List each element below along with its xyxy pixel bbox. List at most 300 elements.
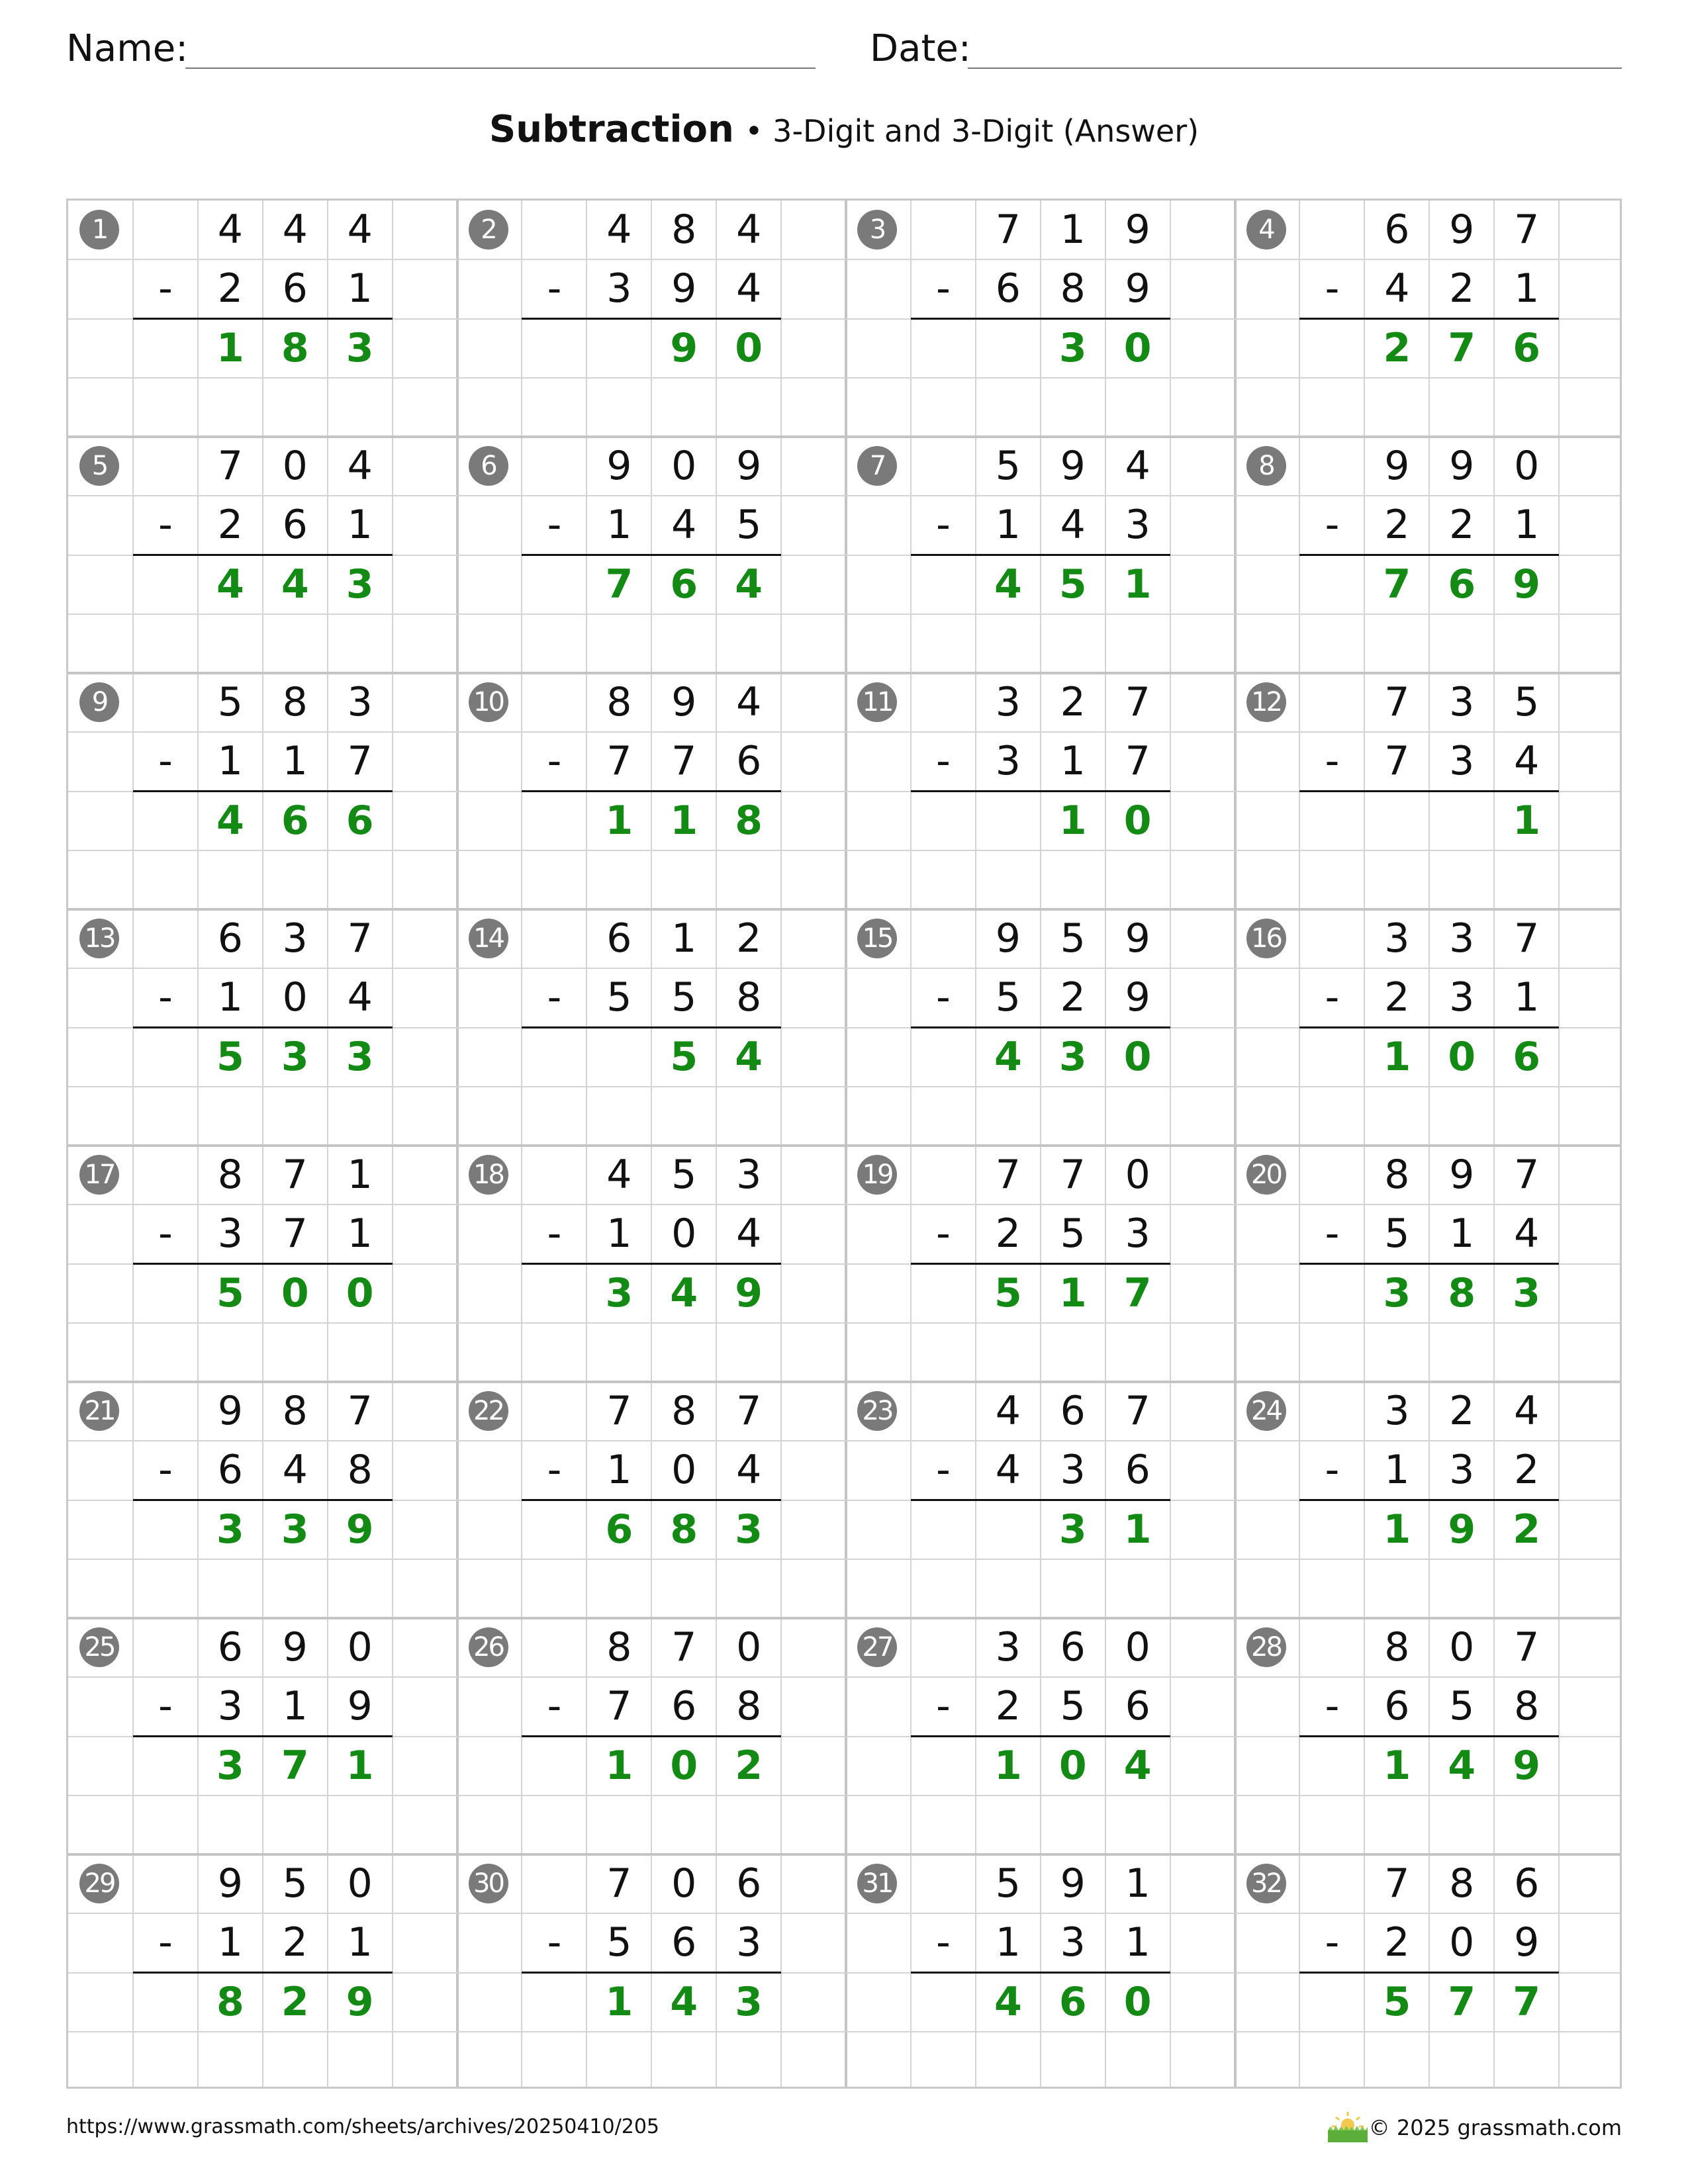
answer-digit: 0 [346,1269,374,1316]
grid-line-vertical [1234,201,1237,2087]
answer-digit: 9 [735,1269,763,1316]
problem-number-badge: 22 [469,1391,508,1431]
answer-digit: 3 [216,1742,244,1789]
minuend-digit: 7 [1060,1152,1086,1198]
subtrahend-digit: 2 [1384,1919,1410,1966]
answer-digit: 4 [994,1033,1022,1080]
grid-line-vertical [1299,201,1300,2087]
minuend-digit: 7 [347,1388,373,1434]
minuend-digit: 8 [671,206,697,253]
answer-rule [1299,1735,1559,1737]
minuend-digit: 5 [1514,679,1540,725]
answer-digit: 9 [1513,1742,1541,1789]
grid-line-vertical [456,201,459,2087]
answer-digit: 9 [670,324,698,371]
minuend-digit: 3 [736,1152,762,1198]
name-line [185,68,816,69]
answer-digit: 1 [346,1742,374,1789]
subtrahend-digit: 6 [995,265,1021,312]
answer-rule [522,1972,781,1974]
minuend-digit: 9 [671,679,697,725]
answer-digit: 1 [605,1742,633,1789]
answer-rule [522,790,781,792]
minuend-digit: 7 [671,1624,697,1670]
subtrahend-digit: 2 [1449,265,1475,312]
minuend-digit: 3 [1384,915,1410,962]
subtrahend-digit: 1 [1514,502,1540,549]
minuend-digit: 9 [1125,915,1150,962]
problem-number-badge: 26 [469,1627,508,1667]
minuend-digit: 8 [1449,1860,1475,1907]
subtrahend-digit: 7 [1384,738,1410,785]
answer-digit: 6 [605,1506,633,1553]
answer-rule [911,1972,1170,1974]
problem-number-badge: 2 [469,210,508,250]
answer-digit: 1 [1383,1742,1411,1789]
minuend-digit: 9 [1449,443,1475,489]
subtrahend-digit: 8 [736,1683,762,1730]
minus-sign: - [936,1683,951,1730]
subtrahend-digit: 2 [995,1683,1021,1730]
minuend-digit: 7 [282,1152,308,1198]
minus-sign: - [1325,1919,1340,1966]
subtrahend-digit: 0 [1449,1919,1475,1966]
answer-digit: 2 [281,1978,309,2025]
problem-number-badge: 14 [469,919,508,958]
answer-digit: 3 [346,324,374,371]
footer-url: https://www.grassmath.com/sheets/archives/20250410/205 [66,2115,660,2138]
subtrahend-digit: 3 [217,1210,243,1257]
minuend-digit: 4 [606,1152,632,1198]
minuend-digit: 2 [1060,679,1086,725]
subtrahend-digit: 4 [995,1447,1021,1494]
problem-number-badge: 18 [469,1155,508,1195]
problem-number-badge: 6 [469,446,508,486]
minus-sign: - [547,502,562,549]
minuend-digit: 6 [1514,1860,1540,1907]
problem-number-badge: 8 [1246,446,1286,486]
answer-digit: 4 [216,561,244,608]
minuend-digit: 9 [1384,443,1410,489]
minus-sign: - [936,974,951,1021]
minuend-digit: 9 [995,915,1021,962]
minuend-digit: 8 [282,1388,308,1434]
subtrahend-digit: 5 [606,1919,632,1966]
answer-digit: 7 [605,561,633,608]
minus-sign: - [547,1683,562,1730]
answer-digit: 9 [1513,561,1541,608]
minuend-digit: 6 [217,915,243,962]
minuend-digit: 1 [671,915,697,962]
answer-digit: 4 [735,1033,763,1080]
subtrahend-digit: 5 [736,502,762,549]
minuend-digit: 2 [1449,1388,1475,1434]
minuend-digit: 3 [995,679,1021,725]
problem-number-badge: 24 [1246,1391,1286,1431]
answer-rule [1299,1499,1559,1501]
answer-digit: 4 [735,561,763,608]
minuend-digit: 7 [995,206,1021,253]
subtrahend-digit: 6 [1125,1683,1150,1730]
problem-number-badge: 11 [857,682,897,722]
subtrahend-digit: 7 [347,738,373,785]
answer-digit: 6 [281,797,309,844]
answer-digit: 3 [346,1033,374,1080]
sun-over-grass-icon [1324,2108,1372,2148]
answer-digit: 0 [1448,1033,1476,1080]
minuend-digit: 0 [1125,1152,1150,1198]
answer-digit: 5 [216,1269,244,1316]
minuend-digit: 3 [282,915,308,962]
answer-rule [1299,554,1559,556]
problem-number-badge: 23 [857,1391,897,1431]
subtrahend-digit: 3 [1449,974,1475,1021]
answer-digit: 1 [1383,1033,1411,1080]
minus-sign: - [936,738,951,785]
subtrahend-digit: 6 [282,502,308,549]
subtrahend-digit: 1 [1125,1919,1150,1966]
subtrahend-digit: 3 [1449,738,1475,785]
minus-sign: - [158,1447,173,1494]
answer-rule [911,1499,1170,1501]
subtrahend-digit: 4 [671,502,697,549]
minus-sign: - [547,974,562,1021]
answer-digit: 7 [281,1742,309,1789]
subtrahend-digit: 1 [995,502,1021,549]
subtrahend-digit: 5 [1384,1210,1410,1257]
answer-digit: 4 [994,561,1022,608]
answer-digit: 0 [1123,324,1152,371]
minuend-digit: 5 [671,1152,697,1198]
subtrahend-digit: 4 [736,265,762,312]
subtrahend-digit: 1 [1514,265,1540,312]
minuend-digit: 8 [217,1152,243,1198]
answer-rule [911,318,1170,320]
name-label: Name: [66,27,189,70]
subtrahend-digit: 1 [217,974,243,1021]
minus-sign: - [1325,1210,1340,1257]
minus-sign: - [1325,502,1340,549]
answer-rule [1299,318,1559,320]
subtrahend-digit: 3 [217,1683,243,1730]
answer-digit: 9 [346,1506,374,1553]
answer-digit: 3 [216,1506,244,1553]
subtrahend-digit: 6 [671,1919,697,1966]
minuend-digit: 5 [217,679,243,725]
answer-digit: 3 [346,561,374,608]
minuend-digit: 6 [1384,206,1410,253]
subtrahend-digit: 3 [995,738,1021,785]
answer-digit: 9 [1448,1506,1476,1553]
answer-digit: 2 [735,1742,763,1789]
answer-digit: 1 [216,324,244,371]
subtrahend-digit: 2 [1384,502,1410,549]
subtrahend-digit: 2 [1449,502,1475,549]
answer-digit: 8 [670,1506,698,1553]
problem-number-badge: 9 [79,682,119,722]
problem-number-badge: 5 [79,446,119,486]
answer-digit: 2 [1513,1506,1541,1553]
answer-digit: 4 [670,1978,698,2025]
minuend-digit: 3 [1449,915,1475,962]
minuend-digit: 0 [1514,443,1540,489]
answer-rule [522,1263,781,1265]
minuend-digit: 5 [1060,915,1086,962]
answer-digit: 0 [1058,1742,1087,1789]
minuend-digit: 7 [217,443,243,489]
answer-digit: 1 [670,797,698,844]
subtrahend-digit: 9 [1125,265,1150,312]
minuend-digit: 8 [282,679,308,725]
problem-number-badge: 17 [79,1155,119,1195]
answer-digit: 1 [994,1742,1022,1789]
answer-digit: 3 [735,1506,763,1553]
minuend-digit: 3 [1449,679,1475,725]
problem-number-badge: 3 [857,210,897,250]
subtrahend-digit: 1 [1514,974,1540,1021]
minuend-digit: 5 [995,443,1021,489]
minus-sign: - [936,1919,951,1966]
problem-number-badge: 29 [79,1864,119,1903]
answer-digit: 6 [1513,1033,1541,1080]
minuend-digit: 6 [1060,1388,1086,1434]
problem-number-badge: 32 [1246,1864,1286,1903]
answer-digit: 6 [346,797,374,844]
minuend-digit: 9 [1449,1152,1475,1198]
minuend-digit: 7 [1384,679,1410,725]
grid-line-vertical [910,201,912,2087]
subtrahend-digit: 4 [736,1210,762,1257]
minus-sign: - [1325,738,1340,785]
subtrahend-digit: 7 [671,738,697,785]
minus-sign: - [547,738,562,785]
answer-digit: 2 [1383,324,1411,371]
minuend-digit: 0 [736,1624,762,1670]
answer-rule [911,1263,1170,1265]
minus-sign: - [936,1210,951,1257]
subtrahend-digit: 0 [671,1210,697,1257]
subtrahend-digit: 5 [1449,1683,1475,1730]
minuend-digit: 9 [282,1624,308,1670]
subtrahend-digit: 3 [1449,1447,1475,1494]
subtrahend-digit: 1 [995,1919,1021,1966]
answer-digit: 3 [1513,1269,1541,1316]
problem-number-badge: 30 [469,1864,508,1903]
answer-rule [133,318,393,320]
answer-digit: 6 [1448,561,1476,608]
answer-digit: 1 [605,1978,633,2025]
subtrahend-digit: 1 [347,265,373,312]
minuend-digit: 7 [606,1388,632,1434]
answer-rule [133,1263,393,1265]
answer-digit: 0 [1123,797,1152,844]
answer-digit: 7 [1123,1269,1152,1316]
minuend-digit: 7 [1125,679,1150,725]
subtrahend-digit: 1 [347,1210,373,1257]
minuend-digit: 3 [347,679,373,725]
problem-number-badge: 12 [1246,682,1286,722]
title-subtitle: • 3-Digit and 3-Digit (Answer) [745,113,1199,149]
answer-rule [133,554,393,556]
subtrahend-digit: 1 [347,1919,373,1966]
subtrahend-digit: 1 [347,502,373,549]
answer-rule [522,318,781,320]
answer-digit: 4 [1123,1742,1152,1789]
subtrahend-digit: 5 [995,974,1021,1021]
subtrahend-digit: 3 [736,1919,762,1966]
minus-sign: - [1325,1683,1340,1730]
minuend-digit: 6 [1060,1624,1086,1670]
problem-number-badge: 4 [1246,210,1286,250]
minuend-digit: 0 [282,443,308,489]
problem-number-badge: 31 [857,1864,897,1903]
subtrahend-digit: 1 [1449,1210,1475,1257]
answer-rule [911,554,1170,556]
answer-digit: 5 [216,1033,244,1080]
problem-number-badge: 10 [469,682,508,722]
minus-sign: - [547,1447,562,1494]
minuend-digit: 3 [1384,1388,1410,1434]
subtrahend-digit: 7 [606,1683,632,1730]
subtrahend-digit: 9 [1514,1919,1540,1966]
answer-digit: 8 [735,797,763,844]
answer-digit: 3 [1058,1033,1087,1080]
subtrahend-digit: 2 [1514,1447,1540,1494]
minuend-digit: 7 [347,915,373,962]
subtrahend-digit: 2 [217,265,243,312]
subtrahend-digit: 0 [671,1447,697,1494]
minus-sign: - [158,265,173,312]
subtrahend-digit: 4 [1384,265,1410,312]
minus-sign: - [158,738,173,785]
answer-rule [1299,790,1559,792]
minuend-digit: 7 [736,1388,762,1434]
answer-digit: 3 [1058,1506,1087,1553]
minus-sign: - [158,1683,173,1730]
worksheet-title [0,106,1688,155]
subtrahend-digit: 3 [1125,1210,1150,1257]
minuend-digit: 5 [282,1860,308,1907]
minuend-digit: 4 [347,206,373,253]
minuend-digit: 4 [217,206,243,253]
minuend-digit: 4 [347,443,373,489]
answer-digit: 0 [1123,1033,1152,1080]
answer-digit: 6 [670,561,698,608]
grid-line-vertical [845,201,847,2087]
subtrahend-digit: 6 [1125,1447,1150,1494]
answer-rule [522,1735,781,1737]
subtrahend-digit: 1 [282,1683,308,1730]
subtrahend-digit: 3 [1060,1919,1086,1966]
subtrahend-digit: 7 [606,738,632,785]
answer-rule [522,1026,781,1028]
subtrahend-digit: 6 [217,1447,243,1494]
minuend-digit: 4 [282,206,308,253]
subtrahend-digit: 0 [282,974,308,1021]
answer-digit: 1 [1123,1506,1152,1553]
subtrahend-digit: 7 [1125,738,1150,785]
minus-sign: - [936,265,951,312]
answer-digit: 5 [1383,1978,1411,2025]
subtrahend-digit: 3 [606,265,632,312]
answer-rule [133,1972,393,1974]
minus-sign: - [1325,1447,1340,1494]
minuend-digit: 1 [347,1152,373,1198]
subtrahend-digit: 4 [1514,738,1540,785]
problem-number-badge: 7 [857,446,897,486]
answer-rule [522,1499,781,1501]
minuend-digit: 7 [995,1152,1021,1198]
answer-digit: 4 [281,561,309,608]
answer-digit: 1 [1383,1506,1411,1553]
minuend-digit: 7 [1384,1860,1410,1907]
problem-number-badge: 1 [79,210,119,250]
minuend-digit: 6 [736,1860,762,1907]
minuend-digit: 7 [1514,206,1540,253]
answer-digit: 4 [670,1269,698,1316]
minuend-digit: 8 [671,1388,697,1434]
subtrahend-digit: 8 [1060,265,1086,312]
answer-digit: 3 [605,1269,633,1316]
answer-rule [911,1735,1170,1737]
minuend-digit: 5 [995,1860,1021,1907]
answer-digit: 7 [1383,561,1411,608]
answer-digit: 5 [994,1269,1022,1316]
minuend-digit: 7 [1514,1152,1540,1198]
subtrahend-digit: 4 [736,1447,762,1494]
answer-digit: 1 [1123,561,1152,608]
answer-digit: 0 [735,324,763,371]
answer-digit: 3 [1058,324,1087,371]
problem-number-badge: 28 [1246,1627,1286,1667]
subtrahend-digit: 5 [606,974,632,1021]
answer-digit: 7 [1448,1978,1476,2025]
minuend-digit: 0 [1125,1624,1150,1670]
answer-digit: 1 [605,797,633,844]
problem-number-badge: 25 [79,1627,119,1667]
problem-number-badge: 16 [1246,919,1286,958]
answer-digit: 4 [1448,1742,1476,1789]
answer-digit: 3 [281,1033,309,1080]
subtrahend-digit: 8 [1514,1683,1540,1730]
minus-sign: - [158,1919,173,1966]
minuend-digit: 0 [347,1860,373,1907]
problem-number-badge: 27 [857,1627,897,1667]
subtrahend-digit: 6 [1384,1683,1410,1730]
subtrahend-digit: 8 [347,1447,373,1494]
subtrahend-digit: 6 [671,1683,697,1730]
problem-number-badge: 20 [1246,1155,1286,1195]
answer-digit: 3 [735,1978,763,2025]
minuend-digit: 9 [1449,206,1475,253]
subtrahend-digit: 1 [1060,738,1086,785]
minus-sign: - [158,502,173,549]
minuend-digit: 8 [606,679,632,725]
subtrahend-digit: 4 [1060,502,1086,549]
minuend-digit: 7 [1514,915,1540,962]
subtrahend-digit: 2 [1384,974,1410,1021]
problem-number-badge: 13 [79,919,119,958]
subtrahend-digit: 4 [282,1447,308,1494]
minuend-digit: 4 [1514,1388,1540,1434]
problem-number-badge: 21 [79,1391,119,1431]
minuend-digit: 9 [606,443,632,489]
answer-digit: 6 [1058,1978,1087,2025]
subtrahend-digit: 2 [282,1919,308,1966]
grid-line-vertical [132,201,134,2087]
minuend-digit: 1 [1125,1860,1150,1907]
answer-digit: 0 [670,1742,698,1789]
